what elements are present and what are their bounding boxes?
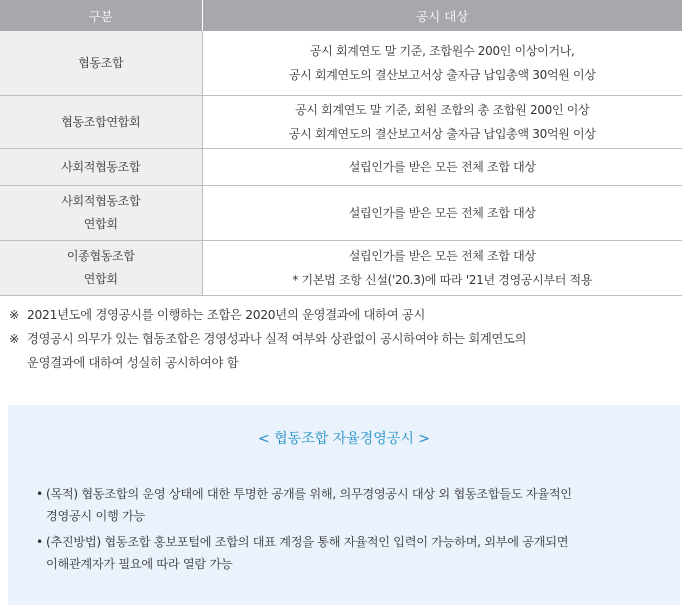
row-category: 협동조합연합회 bbox=[0, 96, 202, 149]
note-text: 2021년도에 경영공시를 이행하는 조합은 2020년의 운영결과에 대하여 공시 bbox=[27, 308, 426, 322]
header-target: 공시 대상 bbox=[202, 0, 682, 31]
note-mark: ※ bbox=[9, 332, 20, 346]
bullet-icon: • bbox=[36, 487, 43, 501]
note-item bbox=[9, 303, 689, 327]
row-category: 사회적협동조합 bbox=[0, 149, 202, 186]
disclosure-table bbox=[0, 0, 682, 296]
box-item bbox=[36, 483, 666, 527]
row-target: 공시 회계연도 말 기준, 회원 조합의 총 조합원 200인 이상 공시 회계연도의 결산보고서상 출자금 납입총액 30억원 이상 bbox=[202, 96, 682, 149]
box-item bbox=[36, 531, 666, 575]
voluntary-disclosure-box bbox=[8, 405, 680, 605]
box-item-text: (목적) 협동조합의 운영 상태에 대한 투명한 공개를 위해, 의무경영공시 대상 외 협동조합들도 자율적인 경영공시 이행 가능 bbox=[46, 487, 572, 523]
box-items bbox=[36, 483, 666, 579]
row-target: 설립인가를 받은 모든 전체 조합 대상 * 기본법 조항 신설('20.3)에 따라 '21년 경영공시부터 적용 bbox=[202, 241, 682, 296]
table-row bbox=[0, 149, 682, 186]
note-item bbox=[9, 327, 689, 375]
row-category: 이종협동조합 연합회 bbox=[0, 241, 202, 296]
note-text: 경영공시 의무가 있는 협동조합은 경영성과나 실적 여부와 상관없이 공시하여야 하는 회계연도의 운영결과에 대하여 성실히 공시하여야 함 bbox=[27, 332, 527, 370]
row-category: 사회적협동조합 연합회 bbox=[0, 186, 202, 241]
row-target: 설립인가를 받은 모든 전체 조합 대상 bbox=[202, 149, 682, 186]
header-category: 구분 bbox=[0, 0, 202, 31]
notes bbox=[9, 303, 689, 375]
box-title: < 협동조합 자율경영공시 > bbox=[257, 431, 431, 447]
box-item-text: (추진방법) 협동조합 홍보포털에 조합의 대표 계정을 통해 자율적인 입력이 가능하며, 외부에 공개되면 이해관계자가 필요에 따라 열람 가능 bbox=[46, 535, 569, 571]
table-row bbox=[0, 241, 682, 296]
row-category: 협동조합 bbox=[0, 31, 202, 96]
table-row bbox=[0, 96, 682, 149]
bullet-icon: • bbox=[36, 535, 43, 549]
row-target: 설립인가를 받은 모든 전체 조합 대상 bbox=[202, 186, 682, 241]
note-mark: ※ bbox=[9, 308, 20, 322]
row-target: 공시 회계연도 말 기준, 조합원수 200인 이상이거나, 공시 회계연도의 결산보고서상 출자금 납입총액 30억원 이상 bbox=[202, 31, 682, 96]
table-header-row bbox=[0, 0, 682, 31]
table-row bbox=[0, 31, 682, 96]
table-row bbox=[0, 186, 682, 241]
